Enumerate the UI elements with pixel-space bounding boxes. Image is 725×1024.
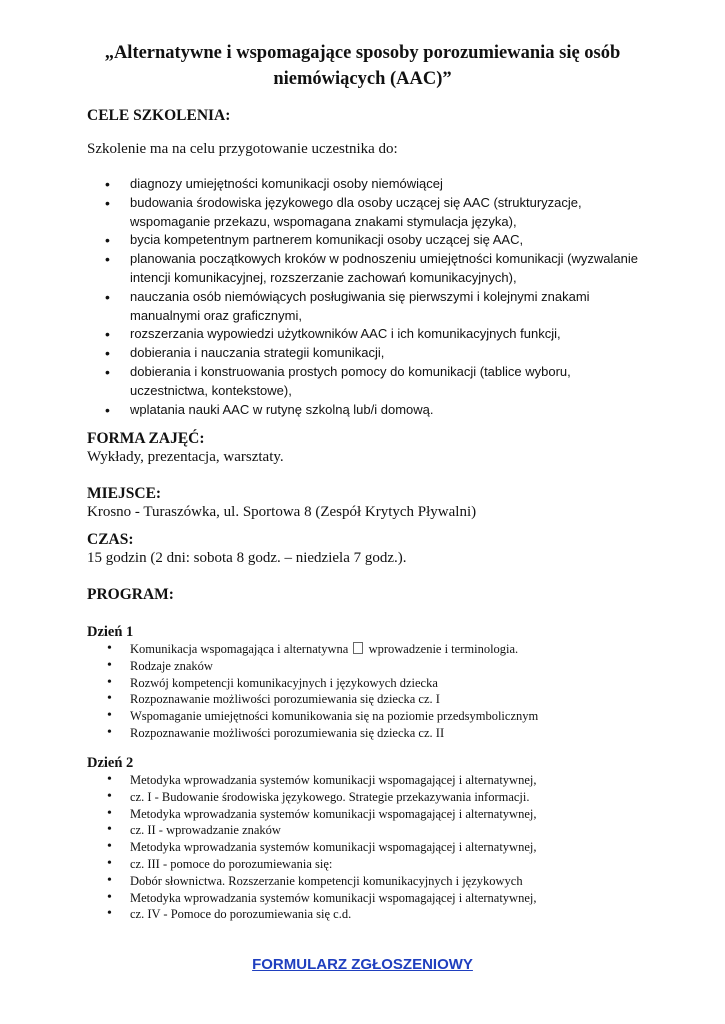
list-item: • dobierania i konstruowania prostych pomocy do komunikacji (tablice wyboru, uczestnictwa, kontekstowe), — [87, 363, 647, 401]
document-title — [60, 40, 665, 92]
list-item: • diagnozy umiejętności komunikacji osoby niemówiącej — [87, 175, 647, 194]
list-item: • budowania środowiska językowego dla osoby uczącej się AAC (strukturyzacje, wspomaganie przekazu, wspomagana znakami stymulacja języka), — [87, 194, 647, 232]
list-item: • Dobór słownictwa. Rozszerzanie kompetencji komunikacyjnych i językowych — [87, 873, 647, 890]
day2-title: Dzień 2 — [87, 755, 134, 771]
day2-list — [87, 772, 647, 923]
list-item: • Metodyka wprowadzania systemów komunikacji wspomagającej i alternatywnej, — [87, 839, 647, 856]
list-item: • cz. I - Budowanie środowiska językowego. Strategie przekazywania informacji. — [87, 789, 647, 806]
list-item: • Rozwój kompetencji komunikacyjnych i językowych dziecka — [87, 675, 647, 692]
time-text: 15 godzin (2 dni: sobota 8 godz. – niedziela 7 godz.). — [87, 550, 407, 566]
registration-form-link[interactable]: FORMULARZ ZGŁOSZENIOWY — [252, 956, 473, 973]
list-item: • wplatania nauki AAC w rutynę szkolną lub/i domową. — [87, 401, 647, 420]
list-item: • Metodyka wprowadzania systemów komunikacji wspomagającej i alternatywnej, — [87, 772, 647, 789]
day1-title: Dzień 1 — [87, 624, 134, 640]
list-item: • Metodyka wprowadzania systemów komunikacji wspomagającej i alternatywnej, — [87, 806, 647, 823]
list-item: • rozszerzania wypowiedzi użytkowników AAC i ich komunikacyjnych funkcji, — [87, 325, 647, 344]
title-line-2: niemówiących (AAC)” — [273, 69, 452, 89]
list-item: • cz. II - wprowadzanie znaków — [87, 822, 647, 839]
list-item: • cz. III - pomoce do porozumiewania się: — [87, 856, 647, 873]
day1-list — [87, 641, 647, 742]
form-text: Wykłady, prezentacja, warsztaty. — [87, 449, 284, 465]
goals-list — [87, 175, 647, 419]
list-item: • Rodzaje znaków — [87, 658, 647, 675]
list-item: • bycia kompetentnym partnerem komunikacji osoby uczącej się AAC, — [87, 231, 647, 250]
list-item: • Rozpoznawanie możliwości porozumiewania się dziecka cz. I — [87, 691, 647, 708]
day1-item-1-text-end: wprowadzenie i terminologia. — [368, 642, 519, 656]
missing-glyph-icon — [353, 642, 363, 654]
list-item: • planowania początkowych kroków w podnoszeniu umiejętności komunikacji (wyzwalanie intencji komunikacyjnej, rozszerzanie zachowań komunikacyjnych), — [87, 250, 647, 288]
goals-intro: Szkolenie ma na celu przygotowanie uczestnika do: — [87, 141, 398, 157]
list-item: • Rozpoznawanie możliwości porozumiewania się dziecka cz. II — [87, 725, 647, 742]
time-heading: CZAS: — [87, 531, 134, 548]
list-item: • Wspomaganie umiejętności komunikowania się na poziomie przedsymbolicznym — [87, 708, 647, 725]
title-line-1: „Alternatywne i wspomagające sposoby porozumiewania się osób — [104, 43, 621, 63]
list-item: • cz. IV - Pomoce do porozumiewania się c.d. — [87, 906, 647, 923]
list-item: • Metodyka wprowadzania systemów komunikacji wspomagającej i alternatywnej, — [87, 890, 647, 907]
form-heading: FORMA ZAJĘĆ: — [87, 430, 205, 447]
goals-heading: CELE SZKOLENIA: — [87, 107, 231, 124]
list-item: • dobierania i nauczania strategii komunikacji, — [87, 344, 647, 363]
day1-item-1-text: Komunikacja wspomagająca i alternatywna — [130, 642, 349, 656]
list-item: • nauczania osób niemówiących posługiwania się pierwszymi i kolejnymi znakami manualnymi oraz graficznymi, — [87, 288, 647, 326]
place-heading: MIEJSCE: — [87, 485, 162, 502]
list-item — [87, 641, 647, 658]
place-text: Krosno - Turaszówka, ul. Sportowa 8 (Zespół Krytych Pływalni) — [87, 504, 477, 520]
program-heading: PROGRAM: — [87, 586, 174, 603]
